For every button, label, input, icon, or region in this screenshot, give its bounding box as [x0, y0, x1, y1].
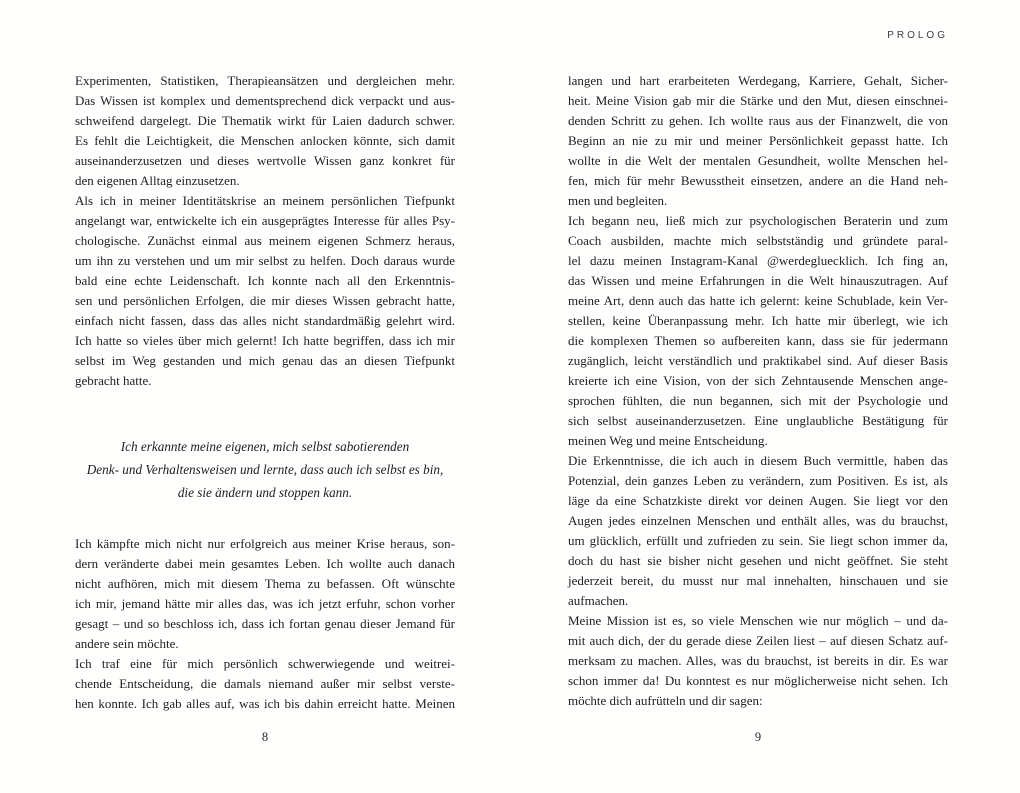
text-line: aufmachen. [568, 593, 629, 608]
running-header: PROLOG [887, 30, 948, 41]
text-line: chende Entscheidung, die damals niemand außer mir selbst verste- [75, 676, 455, 691]
text-line: gebracht hatte. [75, 373, 152, 388]
text-line: Als ich in meiner Identitätskrise an meinem persönlichen Tiefpunkt [75, 193, 455, 208]
text-line: Augen jedes einzelnen Menschen und enthält alles, was du brauchst, [568, 513, 948, 528]
text-line: zugänglich, leicht verständlich und praktikabel sind. Auf dieser Basis [568, 353, 948, 368]
text-line: Ich erkannte meine eigenen, mich selbst sabotierenden [120, 439, 410, 454]
text-line: fen, mich für mehr Bewusstheit einsetzen, andere an die Hand neh- [568, 173, 948, 188]
text-line: Ich hatte so vieles über mich gelernt! Ich hatte begriffen, dass ich mir [75, 333, 455, 348]
text-line: doch du hast sie bisher nicht gesehen und nicht geöffnet. Sie steht [568, 553, 948, 568]
body-paragraph [568, 611, 948, 711]
body-paragraph [568, 211, 948, 451]
pull-quote [75, 435, 455, 504]
text-line: dern veränderte dabei mein gesamtes Leben. Ich wollte auch danach [75, 556, 455, 571]
page-right-text [568, 71, 948, 711]
body-paragraph [75, 71, 455, 191]
text-line: Denk- und Verhaltensweisen und lernte, dass auch ich selbst es bin, [86, 462, 444, 477]
text-line: heit. Meine Vision gab mir die Stärke und den Mut, diesen einschnei- [568, 93, 948, 108]
text-line: um ihn zu verstehen und um mir selbst zu helfen. Doch daraus wurde [75, 253, 455, 268]
text-line: läge da eine Schatzkiste direkt vor deinen Augen. Sie liegt vor den [568, 493, 948, 508]
text-line: chologische. Zunächst einmal aus meinem eigenen Schmerz heraus, [75, 233, 455, 248]
text-line: Ich kämpfte mich nicht nur erfolgreich aus meiner Krise heraus, son- [75, 536, 455, 551]
text-line: bald eine echte Leidenschaft. Ich konnte nach all den Erkenntnis- [75, 273, 455, 288]
text-line: Ich traf eine für mich persönlich schwerwiegende und weitrei- [75, 656, 455, 671]
body-paragraph [75, 534, 455, 654]
text-line: schweifend dargelegt. Die Thematik wirkt für Laien dadurch schwer. [75, 113, 455, 128]
text-line: lel dazu meinen Instagram-Kanal @werdegluecklich. Ich fing an, [568, 253, 948, 268]
text-line: gesagt – und so beschloss ich, dass ich fortan genau dieser Jemand für [75, 616, 455, 631]
body-paragraph [75, 654, 455, 714]
text-line: stellen, keine Überanpassung mehr. Ich hatte mir überlegt, wie ich [568, 313, 948, 328]
text-line: die sie ändern und stoppen kann. [177, 485, 353, 500]
text-line: andere sein möchte. [75, 636, 179, 651]
text-line: die komplexen Themen so aufbereiten kann, dass sie für jedermann [568, 333, 948, 348]
text-line: einfach nicht fassen, dass das alles nicht standardmäßig gelehrt wird. [75, 313, 455, 328]
page-number-left: 8 [261, 730, 269, 744]
text-line: langen und hart erarbeiteten Werdegang, Karriere, Gehalt, Sicher- [568, 73, 948, 88]
text-line: Coach ausbilden, machte mich selbstständig und gründete paral- [568, 233, 948, 248]
page-left-text [75, 71, 455, 714]
text-line: merksam zu machen. Alles, was du brauchst, ist bereits in dir. Es war [568, 653, 948, 668]
text-line: sprochen fühlten, die nun begannen, sich mit der Psychologie und [568, 393, 948, 408]
text-line: Es fehlt die Leichtigkeit, die Menschen anlocken könnte, sich damit [75, 133, 455, 148]
text-line: nicht aufhören, mich mit diesem Thema zu befassen. Oft wünschte [75, 576, 455, 591]
text-line: Ich begann neu, ließ mich zur psychologischen Beraterin und zum [568, 213, 948, 228]
page-number-right: 9 [754, 730, 762, 744]
text-line: auseinanderzusetzen und dieses wertvolle Wissen ganz konkret für [75, 153, 455, 168]
text-line: mit auch dich, der du gerade diese Zeilen liest – auf diesen Schatz auf- [568, 633, 948, 648]
text-line: den eigenen Alltag einzusetzen. [75, 173, 240, 188]
text-line: Das Wissen ist komplex und dementsprechend dick verpackt und aus- [75, 93, 455, 108]
text-line: das Wissen und meine Erfahrungen in die Welt hinauszutragen. Auf [568, 273, 948, 288]
text-line: wollte in die Welt der mentalen Gesundheit, wollte Menschen hel- [568, 153, 948, 168]
text-line: hen konnte. Ich gab alles auf, was ich bis dahin erreicht hatte. Meinen [75, 696, 455, 711]
text-line: selbst im Weg gestanden und mich genau das an diesen Tiefpunkt [75, 353, 455, 368]
text-line: sen und persönlichen Erfolgen, die mir dieses Wissen gebracht hatte, [75, 293, 455, 308]
body-paragraph [568, 71, 948, 211]
page-left [75, 0, 455, 793]
text-line: denden Schritt zu gehen. Ich wollte raus aus der Finanzwelt, die von [568, 113, 948, 128]
text-line: kreierte ich eine Vision, von der sich Zehntausende Menschen ange- [568, 373, 948, 388]
text-line: meinen Weg und meine Entscheidung. [568, 433, 768, 448]
page-right [568, 0, 948, 793]
text-line: sich selbst auseinanderzusetzen. Eine unglaubliche Bestätigung für [568, 413, 948, 428]
text-line: Meine Mission ist es, so viele Menschen wie nur möglich – und da- [568, 613, 948, 628]
body-paragraph [568, 451, 948, 611]
text-line: Beginn an nie zu mir und meiner Persönlichkeit gepasst hatte. Ich [568, 133, 948, 148]
text-line: möchte dich aufrütteln und dir sagen: [568, 693, 763, 708]
body-paragraph [75, 191, 455, 391]
text-line: ich mir, jemand hätte mir alles das, was ich jetzt erfuhr, schon vorher [75, 596, 455, 611]
text-line: meine Art, denn auch das hatte ich gelernt: keine Schublade, kein Ver- [568, 293, 948, 308]
text-line: Potenzial, dein ganzes Leben zu verändern, zum Positiven. Es ist, als [568, 473, 948, 488]
text-line: Experimenten, Statistiken, Therapieansätzen und dergleichen mehr. [75, 73, 455, 88]
text-line: angelangt war, entwickelte ich ein ausgeprägtes Interesse für alles Psy- [75, 213, 455, 228]
text-line: jederzeit bereit, du musst nur mal innehalten, hinschauen und sie [568, 573, 948, 588]
text-line: Die Erkenntnisse, die ich auch in diesem Buch vermittle, haben das [568, 453, 948, 468]
text-line: men und begleiten. [568, 193, 668, 208]
text-line: um glücklich, erfüllt und zufrieden zu sein. Sie liegt schon immer da, [568, 533, 948, 548]
text-line: schon immer da! Du konntest es nur möglicherweise nicht sehen. Ich [568, 673, 948, 688]
